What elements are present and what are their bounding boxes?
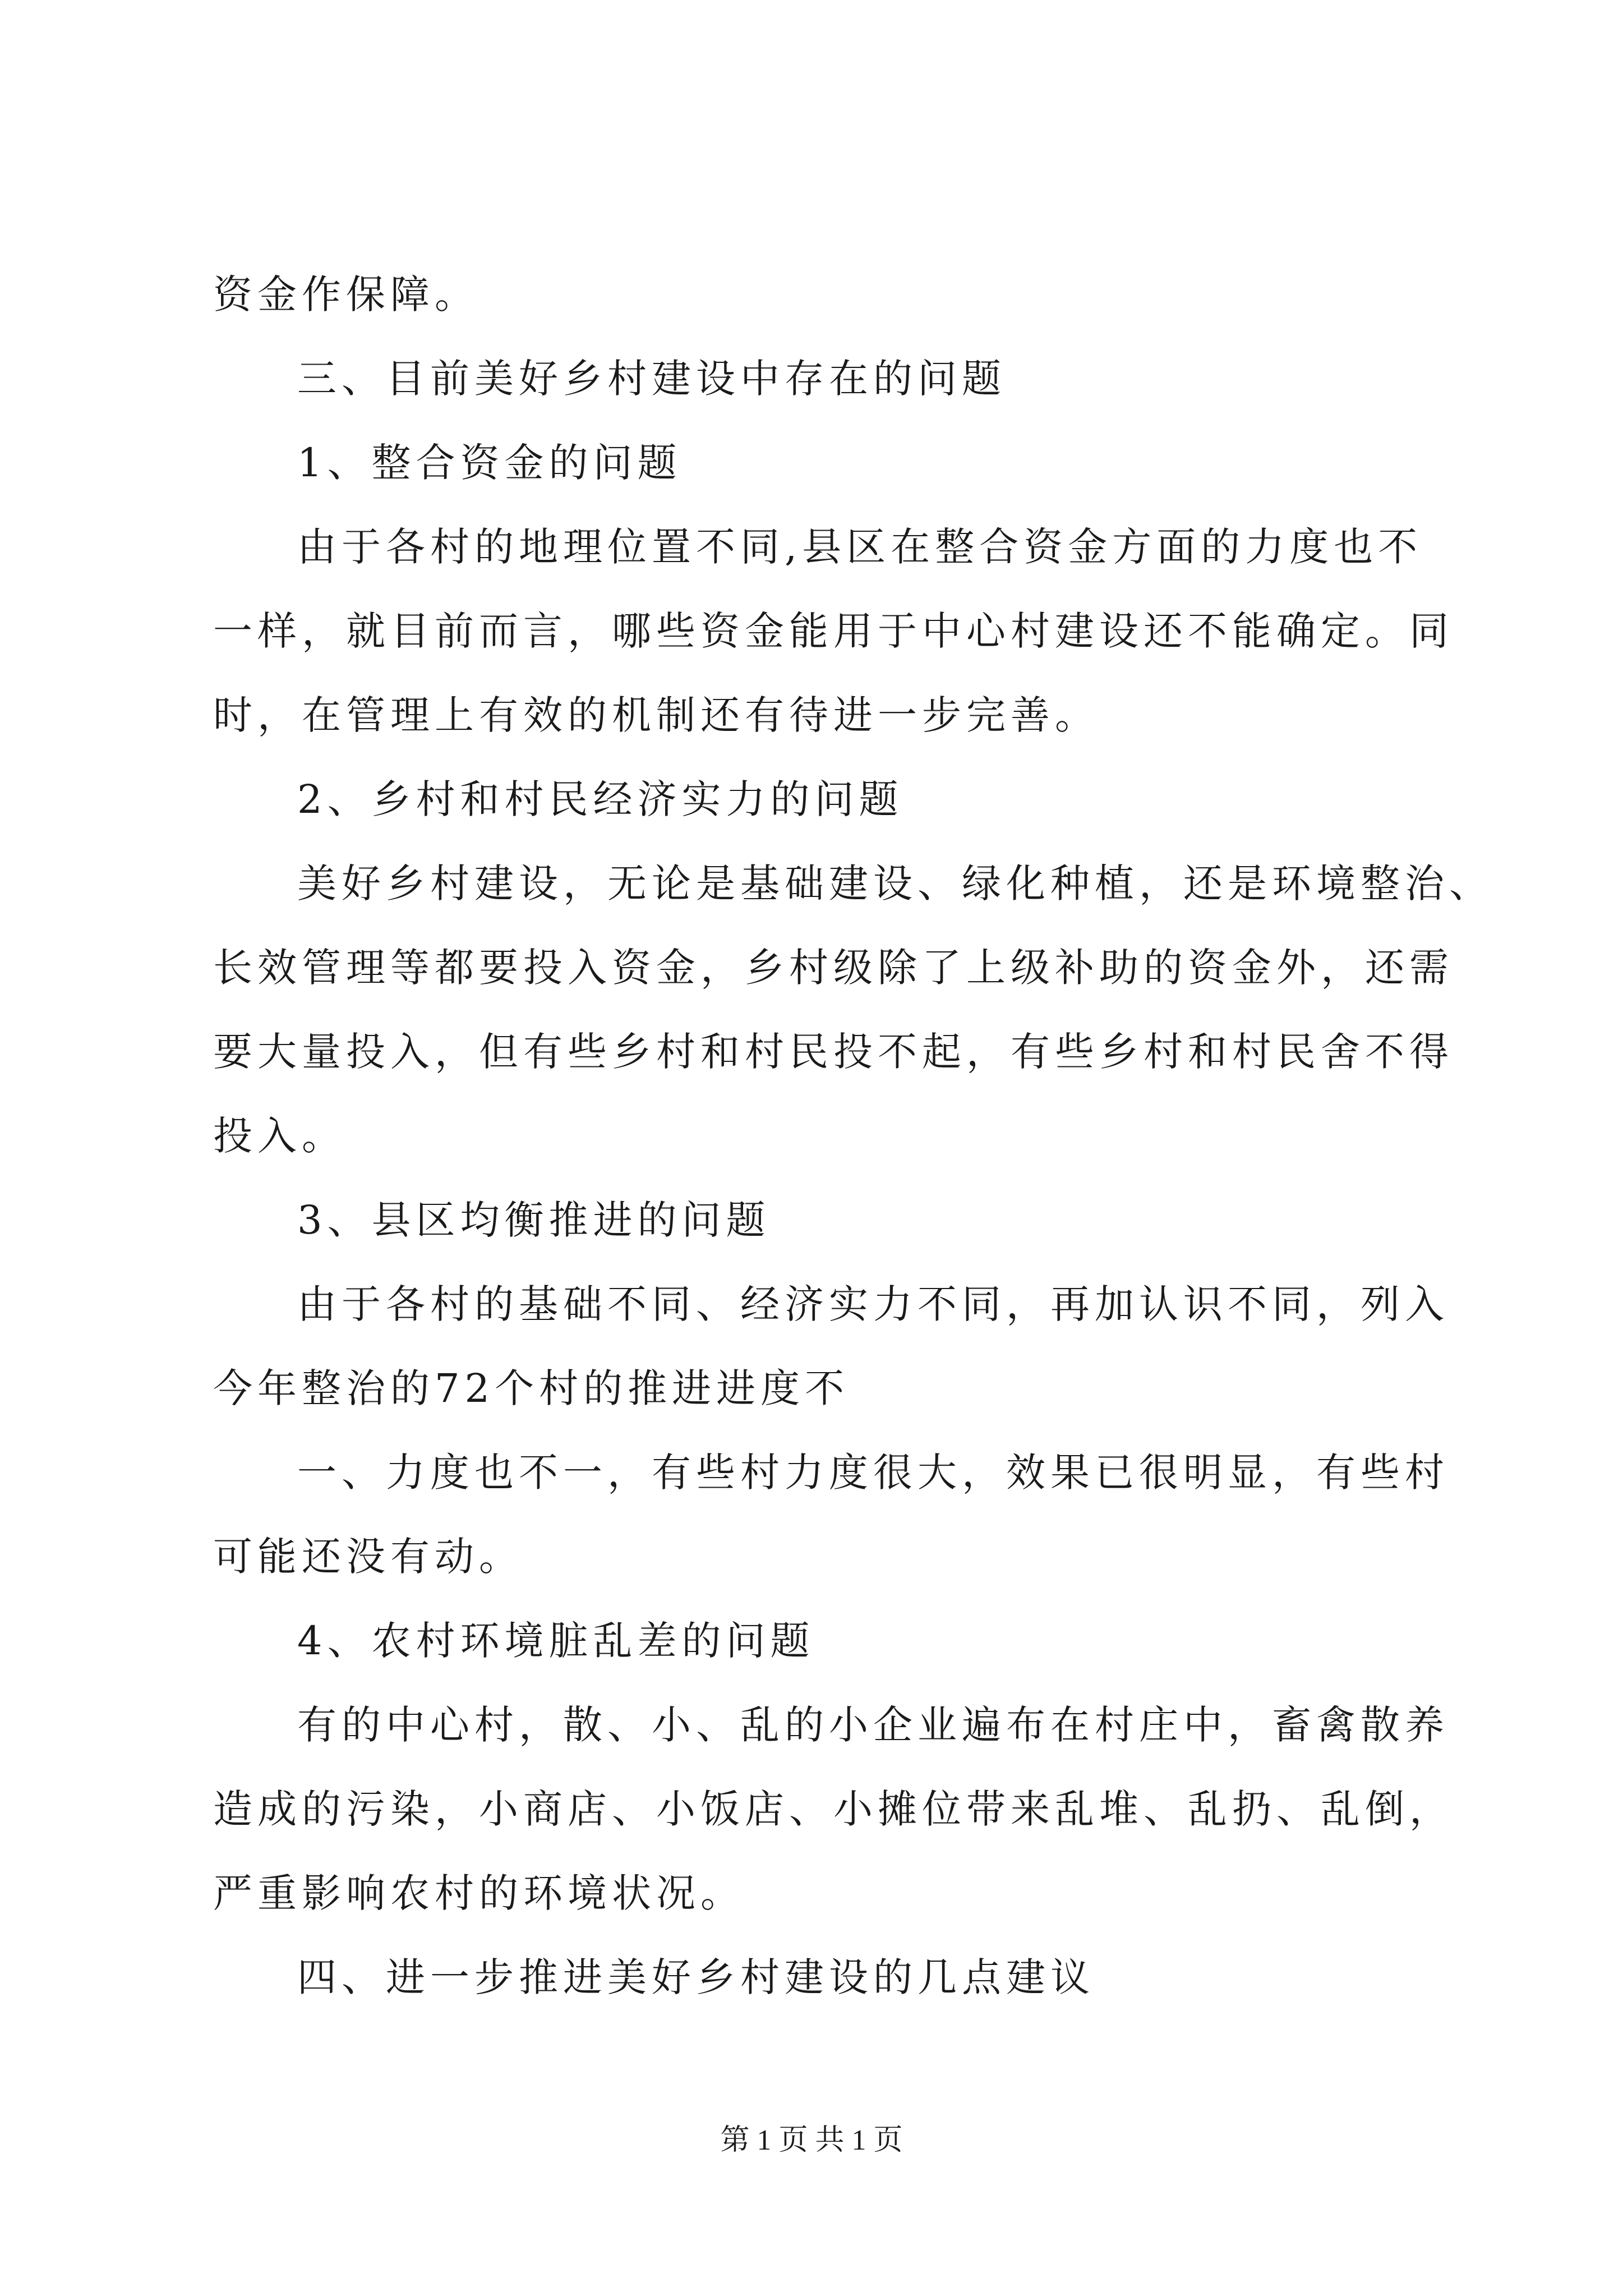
paragraph-line: 时，在管理上有效的机制还有待进一步完善。	[213, 692, 1099, 738]
subsection-heading: 4、农村环境脏乱差的问题	[297, 1618, 815, 1664]
paragraph-line: 资金作保障。	[213, 272, 479, 318]
section-heading: 四、进一步推进美好乡村建设的几点建议	[297, 1954, 1095, 2000]
paragraph-line: 美好乡村建设，无论是基础建设、绿化种植，还是环境整治、	[297, 861, 1493, 907]
paragraph-line: 一、力度也不一，有些村力度很大，效果已很明显，有些村	[297, 1450, 1449, 1496]
paragraph-line: 今年整治的72个村的推进进度不	[213, 1365, 850, 1411]
section-heading: 三、目前美好乡村建设中存在的问题	[297, 356, 1006, 402]
paragraph-line: 要大量投入，但有些乡村和村民投不起，有些乡村和村民舍不得	[213, 1029, 1454, 1075]
page-footer	[0, 2126, 1623, 2155]
paragraph-line: 由于各村的基础不同、经济实力不同，再加认识不同，列入	[297, 1281, 1449, 1327]
paragraph-line: 由于各村的地理位置不同,县区在整合资金方面的力度也不	[297, 524, 1423, 570]
paragraph-line: 一样，就目前而言，哪些资金能用于中心村建设还不能确定。同	[213, 608, 1454, 654]
paragraph-line: 严重影响农村的环境状况。	[213, 1870, 745, 1916]
subsection-heading: 3、县区均衡推进的问题	[297, 1197, 771, 1243]
subsection-heading: 2、乡村和村民经济实力的问题	[297, 776, 903, 822]
paragraph-line: 长效管理等都要投入资金，乡村级除了上级补助的资金外，还需	[213, 945, 1454, 991]
paragraph-line: 可能还没有动。	[213, 1534, 523, 1580]
page-number-label: 第 1 页 共 1 页	[720, 2124, 903, 2156]
paragraph-line: 投入。	[213, 1113, 346, 1159]
paragraph-line: 造成的污染，小商店、小饭店、小摊位带来乱堆、乱扔、乱倒，	[213, 1786, 1454, 1832]
paragraph-line: 有的中心村，散、小、乱的小企业遍布在村庄中，畜禽散养	[297, 1702, 1449, 1748]
subsection-heading: 1、整合资金的问题	[297, 440, 682, 486]
